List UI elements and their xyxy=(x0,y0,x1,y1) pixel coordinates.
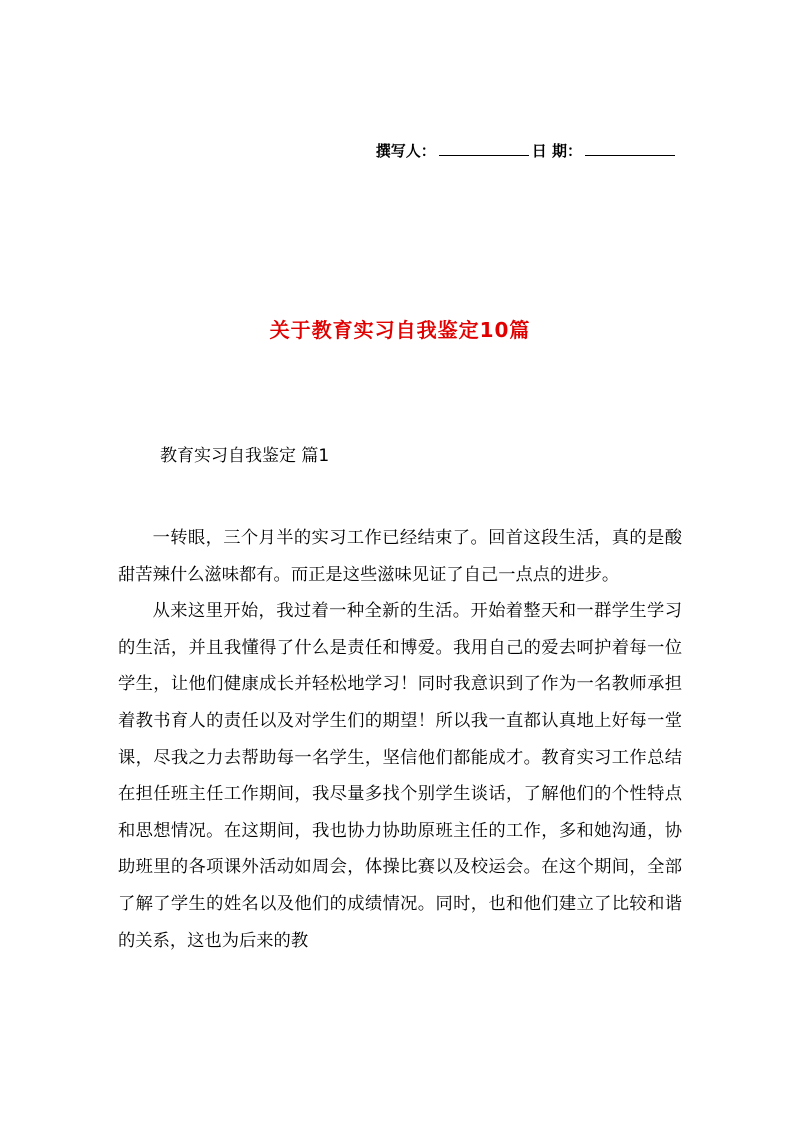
author-date-line xyxy=(376,140,678,161)
body-text xyxy=(118,520,682,959)
author-label: 撰写人： xyxy=(375,142,436,160)
date-blank xyxy=(585,141,675,156)
paragraph: 从来这里开始，我过着一种全新的生活。开始着整天和一群学生学习的生活，并且我懂得了什么是责任和博爱。我用自己的爱去呵护着每一位学生，让他们健康成长并轻松地学习！同时我意识到了作为一名教师承担着教书育人的责任以及对学生们的期望！所以我一直都认真地上好每一堂课，尽我之力去帮助每一名学生，坚信他们都能成才。教育实习工作总结 在担任班主任工作期间，我尽量多找个别学生谈话，了解他们的个性特点和思想情况。在这期间，我也协力协助原班主任的工作，多和她沟通，协助班里的各项课外活动如周会，体操比赛以及校运会。在这个期间，全部了解了学生的姓名以及他们的成绩情况。同时，也和他们建立了比较和谐的关系，这也为后来的教 xyxy=(118,601,682,951)
section-heading: 教育实习自我鉴定 篇1 xyxy=(160,446,330,466)
author-blank xyxy=(439,141,529,156)
document-title: 关于教育实习自我鉴定10篇 xyxy=(269,318,531,342)
paragraph: 一转眼，三个月半的实习工作已经结束了。回首这段生活，真的是酸甜苦辣什么滋味都有。而正是这些滋味见证了自己一点点的进步。 xyxy=(118,528,682,585)
date-label: 日 期： xyxy=(531,142,582,160)
